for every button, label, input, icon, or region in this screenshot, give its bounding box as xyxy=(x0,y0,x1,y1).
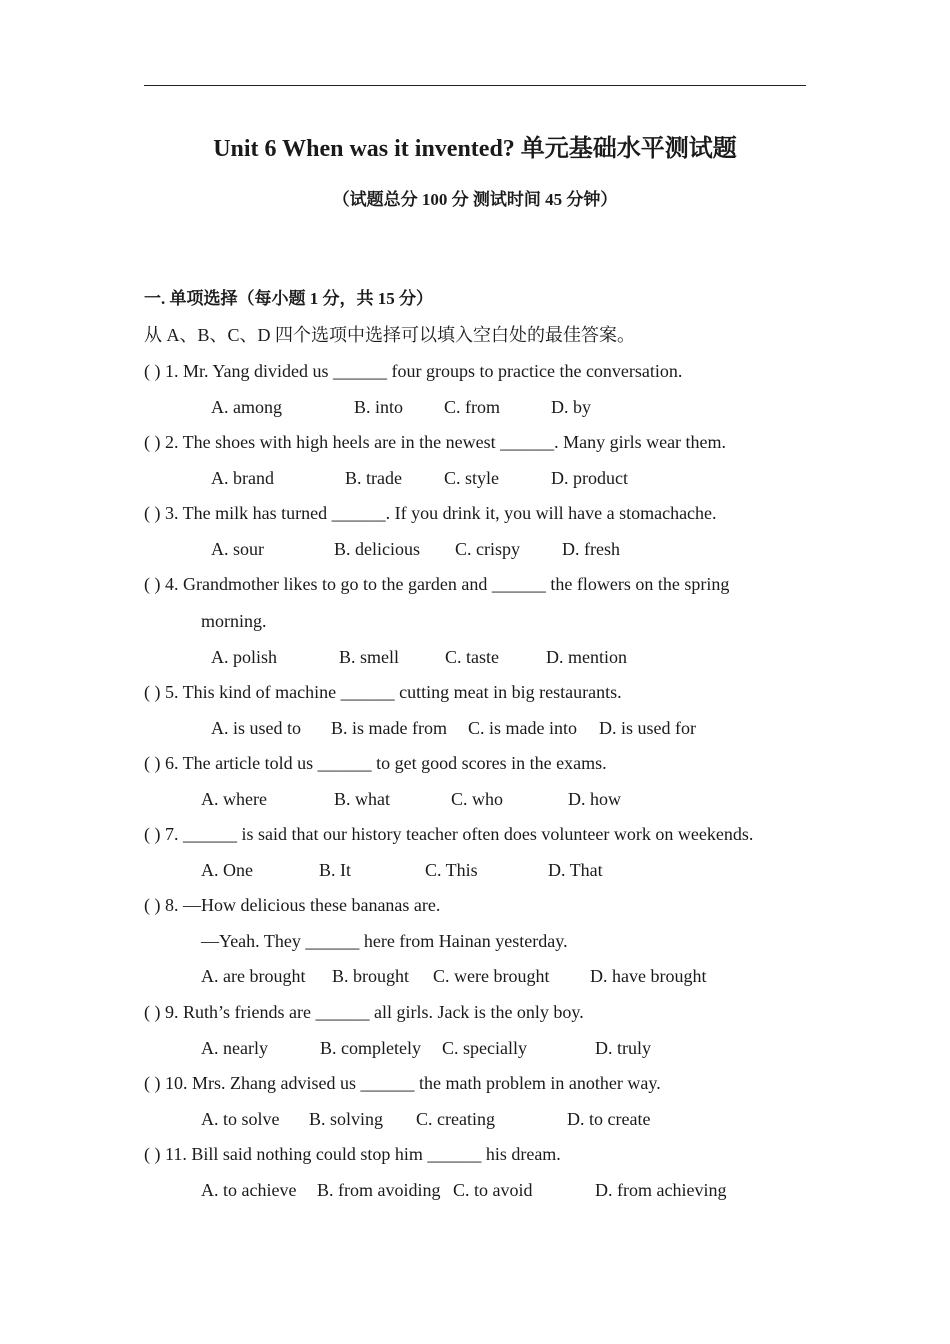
question-1-option-c: C. from xyxy=(444,397,500,417)
question-11-option-a: A. to achieve xyxy=(201,1180,297,1200)
question-2-option-c: C. style xyxy=(444,468,500,488)
question-4-option-d: D. mention xyxy=(546,647,627,667)
question-7-option-a: A. One xyxy=(201,860,253,880)
question-8-option-b: B. brought xyxy=(332,966,410,986)
question-8-continuation: —Yeah. They ______ here from Hainan yesterday. xyxy=(201,931,568,951)
question-8-option-c: C. were brought xyxy=(433,966,550,986)
question-1-option-d: D. by xyxy=(551,397,591,417)
question-6-option-a: A. where xyxy=(201,789,267,809)
question-11: ( ) 11. Bill said nothing could stop him ______ his dream. xyxy=(144,1144,561,1164)
question-10: ( ) 10. Mrs. Zhang advised us ______ the math problem in another way. xyxy=(144,1073,661,1093)
question-7-option-d: D. That xyxy=(548,860,603,880)
question-9: ( ) 9. Ruth’s friends are ______ all girls. Jack is the only boy. xyxy=(144,1002,584,1022)
question-8-option-a: A. are brought xyxy=(201,966,306,986)
question-2-option-a: A. brand xyxy=(211,468,274,488)
question-9-option-d: D. truly xyxy=(595,1038,651,1058)
question-4-option-b: B. smell xyxy=(339,647,400,667)
question-4-continuation: morning. xyxy=(201,611,267,631)
question-1-option-b: B. into xyxy=(354,397,404,417)
question-3-option-c: C. crispy xyxy=(455,539,520,559)
question-5-option-c: C. is made into xyxy=(468,718,577,738)
question-9-option-a: A. nearly xyxy=(201,1038,268,1058)
question-7-option-b: B. It xyxy=(319,860,352,880)
question-3-option-a: A. sour xyxy=(211,539,264,559)
question-3-option-b: B. delicious xyxy=(334,539,420,559)
question-4-option-a: A. polish xyxy=(211,647,278,667)
question-6-option-b: B. what xyxy=(334,789,390,809)
question-7: ( ) 7. ______ is said that our history teacher often does volunteer work on weekends. xyxy=(144,824,754,844)
question-3-option-d: D. fresh xyxy=(562,539,620,559)
question-11-option-d: D. from achieving xyxy=(595,1180,727,1200)
question-10-option-d: D. to create xyxy=(567,1109,651,1129)
question-2-option-b: B. trade xyxy=(345,468,402,488)
page-title: Unit 6 When was it invented? 单元基础水平测试题 xyxy=(213,136,737,162)
question-7-option-c: C. This xyxy=(425,860,478,880)
question-8: ( ) 8. —How delicious these bananas are. xyxy=(144,895,441,915)
question-4: ( ) 4. Grandmother likes to go to the garden and ______ the flowers on the spring xyxy=(144,574,730,594)
page-subtitle: （试题总分 100 分 测试时间 45 分钟） xyxy=(332,190,618,209)
question-10-option-b: B. solving xyxy=(309,1109,384,1129)
question-5-option-a: A. is used to xyxy=(211,718,301,738)
question-10-option-a: A. to solve xyxy=(201,1109,280,1129)
section-instruction: 从 A、B、C、D 四个选项中选择可以填入空白处的最佳答案。 xyxy=(144,325,636,345)
question-1: ( ) 1. Mr. Yang divided us ______ four groups to practice the conversation. xyxy=(144,361,683,381)
question-6-option-d: D. how xyxy=(568,789,621,809)
question-9-option-b: B. completely xyxy=(320,1038,421,1058)
question-2: ( ) 2. The shoes with high heels are in the newest ______. Many girls wear them. xyxy=(144,432,727,452)
question-5-option-b: B. is made from xyxy=(331,718,447,738)
question-4-option-c: C. taste xyxy=(445,647,499,667)
question-5-option-d: D. is used for xyxy=(599,718,696,738)
question-1-option-a: A. among xyxy=(211,397,282,417)
question-2-option-d: D. product xyxy=(551,468,628,488)
question-5: ( ) 5. This kind of machine ______ cutting meat in big restaurants. xyxy=(144,682,622,702)
question-8-option-d: D. have brought xyxy=(590,966,707,986)
question-6: ( ) 6. The article told us ______ to get good scores in the exams. xyxy=(144,753,607,773)
question-11-option-c: C. to avoid xyxy=(453,1180,533,1200)
question-9-option-c: C. specially xyxy=(442,1038,527,1058)
section-heading: 一. 单项选择（每小题 1 分，共 15 分） xyxy=(144,289,433,308)
question-11-option-b: B. from avoiding xyxy=(317,1180,441,1200)
question-6-option-c: C. who xyxy=(451,789,504,809)
question-3: ( ) 3. The milk has turned ______. If you drink it, you will have a stomachache. xyxy=(144,503,717,523)
header-rule xyxy=(144,85,806,86)
question-10-option-c: C. creating xyxy=(416,1109,495,1129)
